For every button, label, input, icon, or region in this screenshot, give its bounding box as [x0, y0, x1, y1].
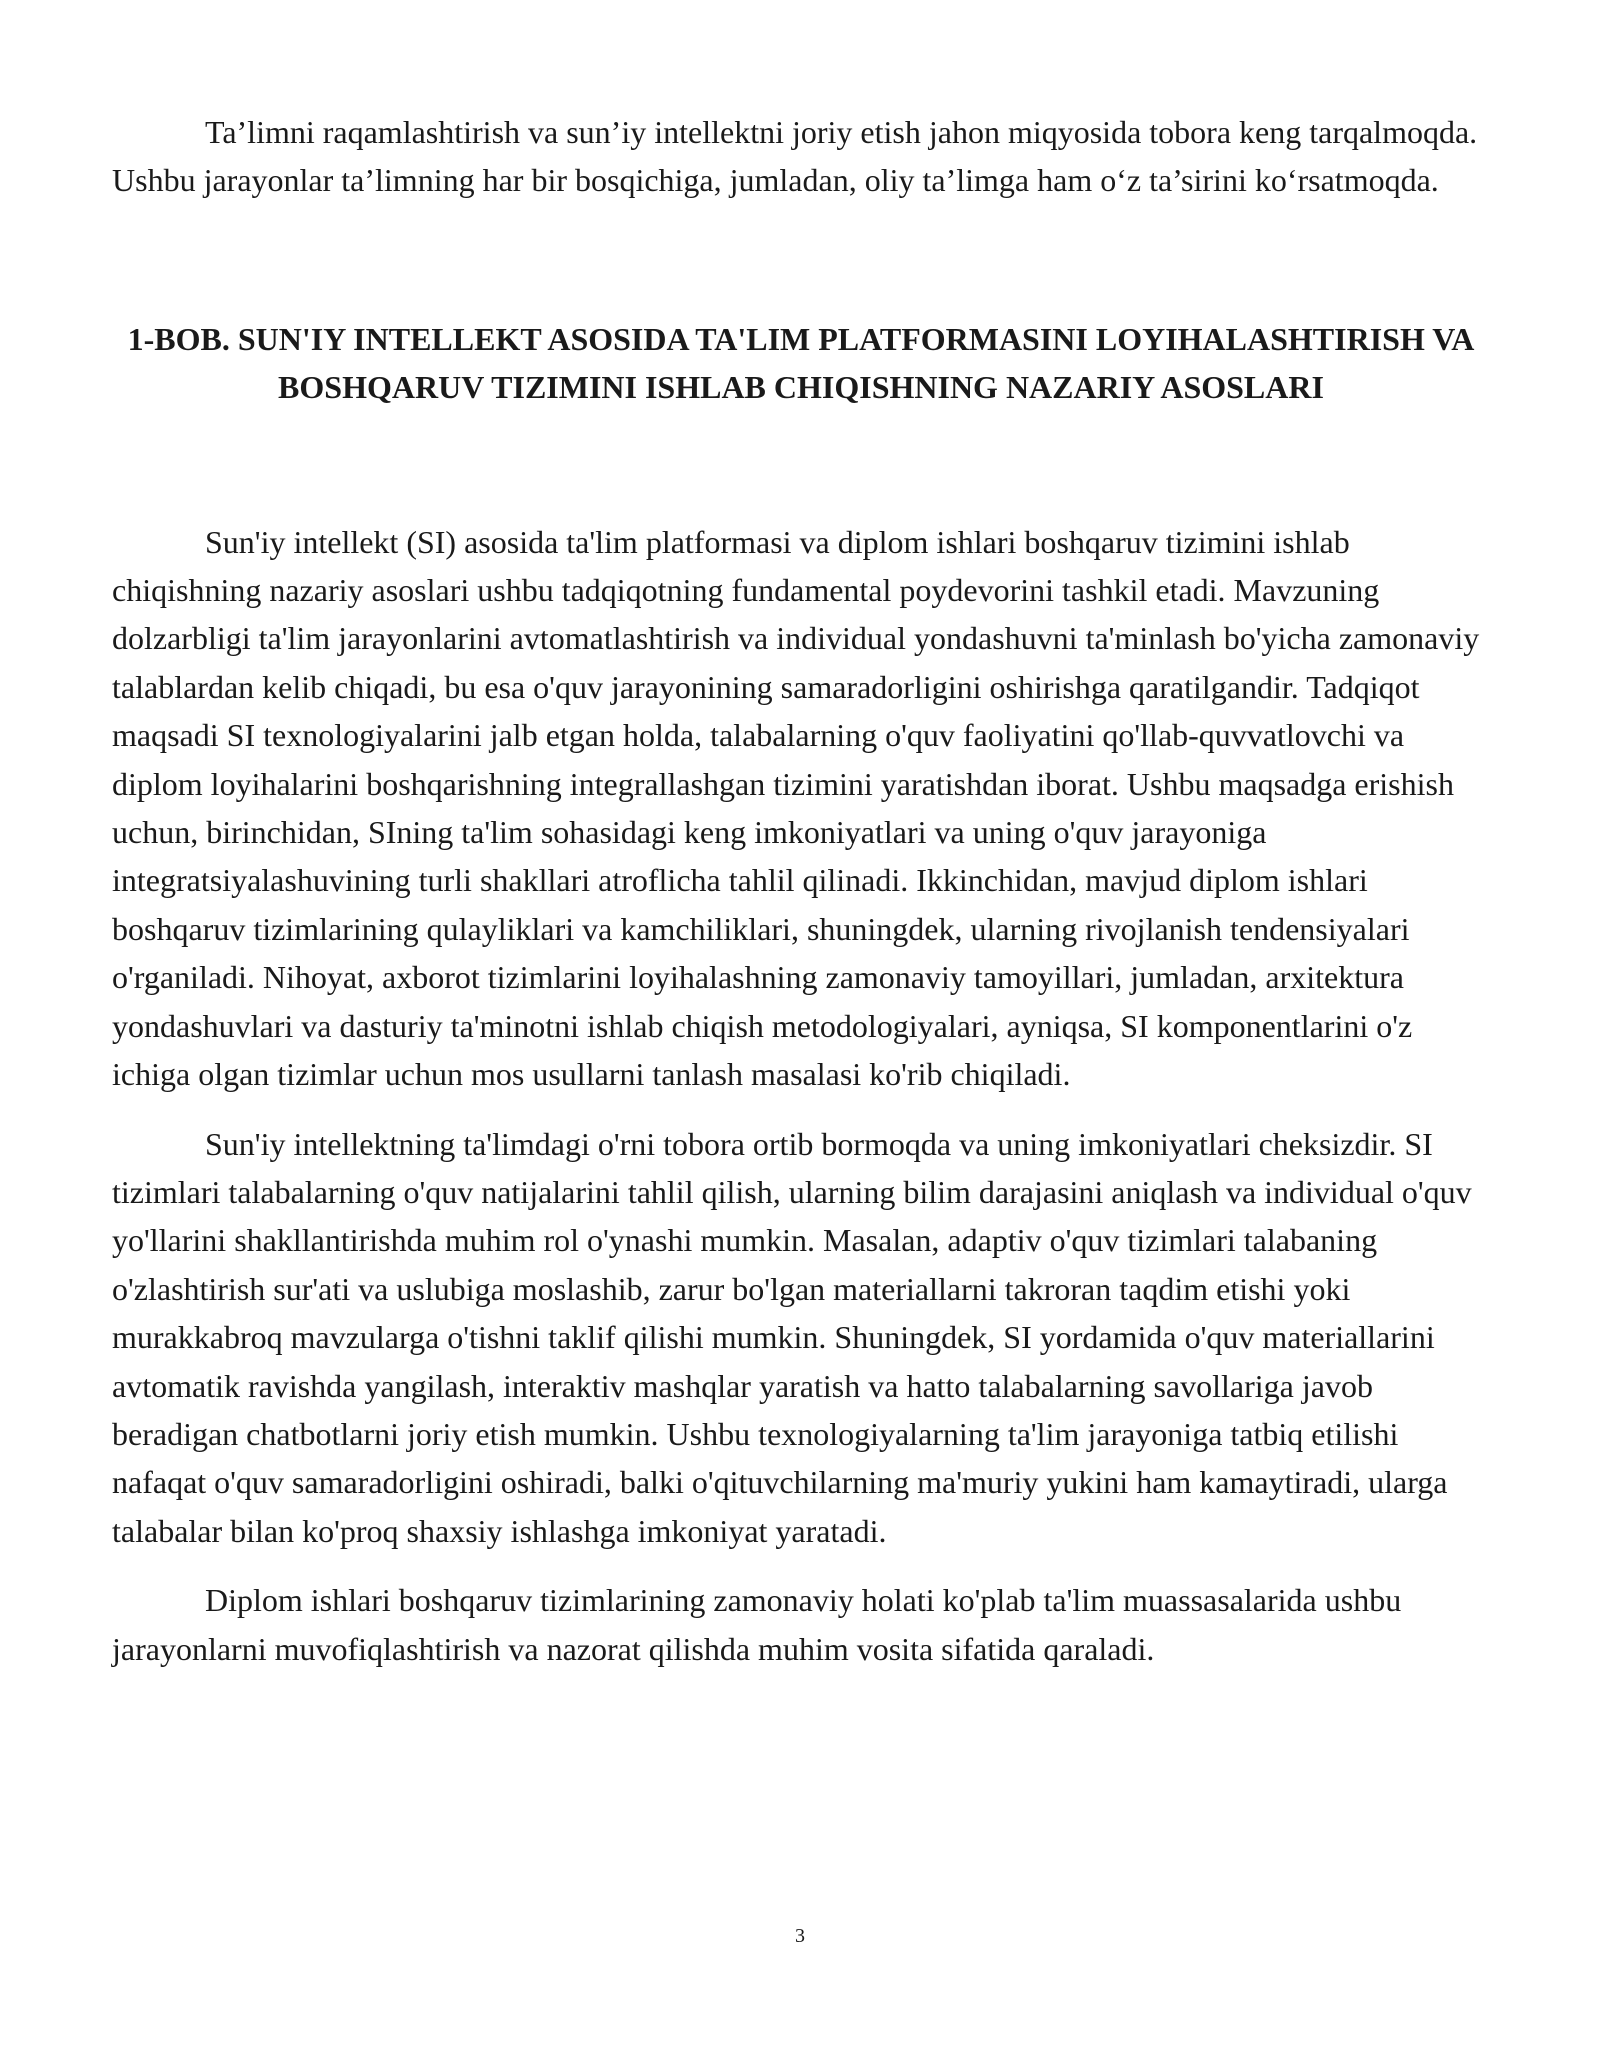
intro-paragraph: Ta’limni raqamlashtirish va sun’iy intellektni joriy etish jahon miqyosida tobora keng tarqalmoqda. Ushbu jarayonlar ta’limning har bir bosqichiga, jumladan, oliy ta’limga ham o‘z ta’sirini ko‘rsatmoqda. — [112, 114, 1478, 199]
page-number: 3 — [795, 1925, 805, 1947]
body-paragraph-2: Sun'iy intellektning ta'limdagi o'rni tobora ortib bormoqda va uning imkoniyatlari cheksizdir. SI tizimlari talabalarning o'quv natijalarini tahlil qilish, ularning bilim darajasini aniqlash va individual o'quv yo'llarini shakllantirishda muhim rol o'ynashi mumkin. Masalan, adaptiv o'quv tizimlari talabaning o'zlashtirish sur'ati va uslubiga moslashib, zarur bo'lgan materiallarni takroran taqdim etishi yoki murakkabroq mavzularga o'tishni taklif qilishi mumkin. Shuningdek, SI yordamida o'quv materiallarini avtomatik ravishda yangilash, interaktiv mashqlar yaratish va hatto talabalarning savollariga javob beradigan chatbotlarni joriy etish mumkin. Ushbu texnologiyalarning ta'lim jarayoniga tatbiq etilishi nafaqat o'quv samaradorligini oshiradi, balki o'qituvchilarning ma'muriy yukini ham kamaytiradi, ularga talabalar bilan ko'proq shaxsiy ishlashga imkoniyat yaratadi. — [112, 1125, 1472, 1549]
document-page — [112, 108, 1490, 1673]
chapter-title: 1-BOB. SUN'IY INTELLEKT ASOSIDA TA'LIM PLATFORMASINI LOYIHALASHTIRISH VA BOSHQARUV TIZIMINI ISHLAB CHIQISHNING NAZARIY ASOSLARI — [127, 320, 1475, 406]
body-paragraph-1: Sun'iy intellekt (SI) asosida ta'lim platformasi va diplom ishlari boshqaruv tizimini ishlab chiqishning nazariy asoslari ushbu tadqiqotning fundamental poydevorini tashkil etadi. Mavzuning dolzarbligi ta'lim jarayonlarini avtomatlashtirish va individual yondashuvni ta'minlash bo'yicha zamonaviy talablardan kelib chiqadi, bu esa o'quv jarayonining samaradorligini oshirishga qaratilgandir. Tadqiqot maqsadi SI texnologiyalarini jalb etgan holda, talabalarning o'quv faoliyatini qo'llab-quvvatlovchi va diplom loyihalarini boshqarishning integrallashgan tizimini yaratishdan iborat. Ushbu maqsadga erishish uchun, birinchidan, SIning ta'lim sohasidagi keng imkoniyatlari va uning o'quv jarayoniga integratsiyalashuvining turli shakllari atroflicha tahlil qilinadi. Ikkinchidan, mavjud diplom ishlari boshqaruv tizimlarining qulayliklari va kamchiliklari, shuningdek, ularning rivojlanish tendensiyalari o'rganiladi. Nihoyat, axborot tizimlarini loyihalashning zamonaviy tamoyillari, jumladan, arxitektura yondashuvlari va dasturiy ta'minotni ishlab chiqish metodologiyalari, ayniqsa, SI komponentlarini o'z ichiga olgan tizimlar uchun mos usullarni tanlash masalasi ko'rib chiqiladi. — [112, 523, 1480, 1093]
body-paragraph-3: Diplom ishlari boshqaruv tizimlarining zamonaviy holati ko'plab ta'lim muassasalarida ushbu jarayonlarni muvofiqlashtirish va nazorat qilishda muhim vosita sifatida qaraladi. — [112, 1582, 1402, 1667]
